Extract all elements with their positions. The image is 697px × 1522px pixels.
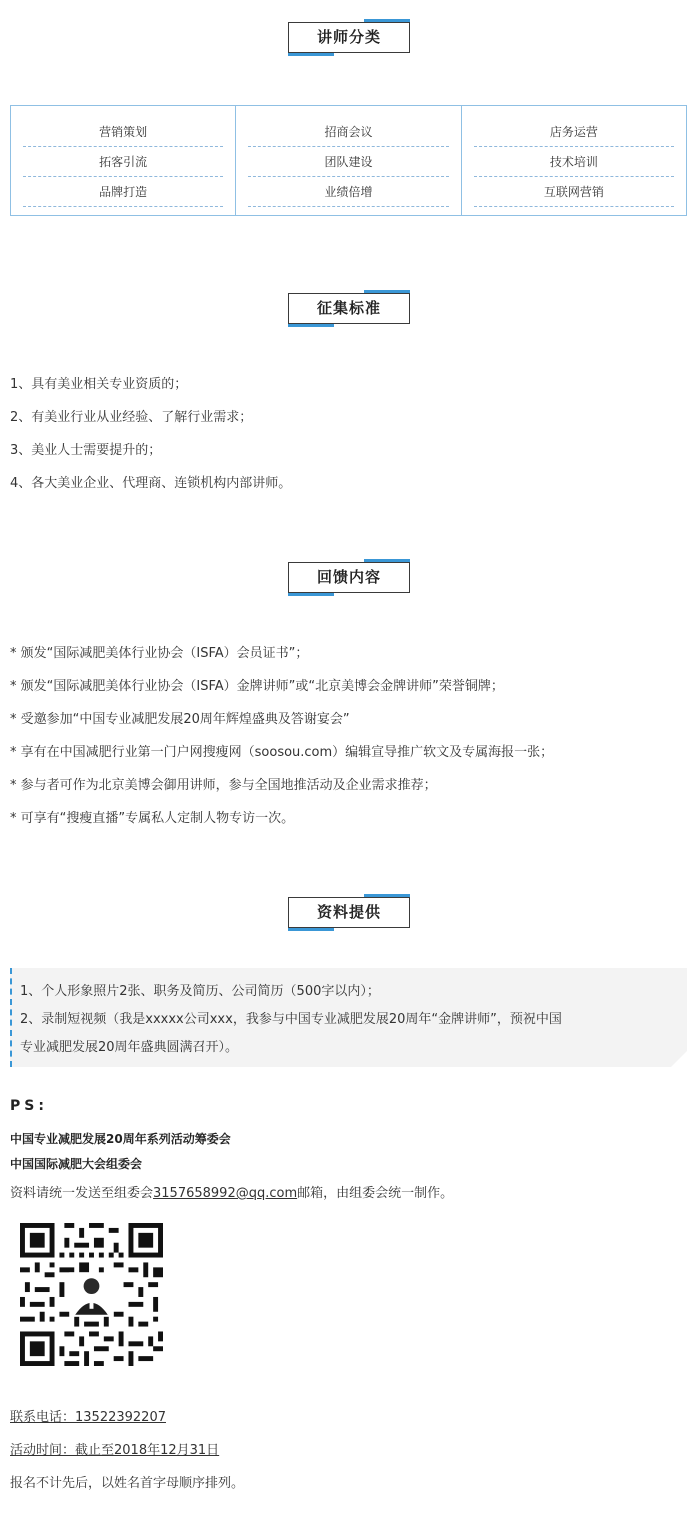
category-item: 品牌打造 bbox=[23, 180, 223, 207]
category-column bbox=[11, 106, 235, 215]
event-deadline: 活动时间：截止至2018年12月31日 bbox=[10, 1443, 220, 1458]
material-item: 2、录制短视频（我是xxxxx公司xxx，我参与中国专业减肥发展20周年“金牌讲师”，预祝中国 bbox=[20, 1012, 562, 1027]
category-item: 招商会议 bbox=[248, 120, 448, 147]
category-item: 技术培训 bbox=[474, 150, 674, 177]
material-item: 专业减肥发展20周年盛典圆满召开）。 bbox=[20, 1040, 239, 1055]
send-prefix: 资料请统一发送至组委会 bbox=[10, 1186, 154, 1201]
registration-note: 报名不计先后，以姓名首字母顺序排列。 bbox=[10, 1476, 245, 1491]
qr-code-icon bbox=[20, 1223, 163, 1366]
ps-title: PS: bbox=[10, 1098, 48, 1114]
category-column bbox=[461, 106, 686, 215]
material-item: 1、个人形象照片2张、职务及简历、公司简历（500字以内）； bbox=[20, 984, 380, 999]
materials-box bbox=[10, 968, 687, 1067]
organizer-line: 中国国际减肥大会组委会 bbox=[10, 1157, 143, 1171]
category-item: 业绩倍增 bbox=[248, 180, 448, 207]
section-title-rewards: 回馈内容 bbox=[288, 562, 410, 593]
category-column bbox=[235, 106, 460, 215]
standard-item: 4、各大美业企业、代理商、连锁机构内部讲师。 bbox=[10, 476, 292, 491]
section-title-standards: 征集标准 bbox=[288, 293, 410, 324]
category-item: 营销策划 bbox=[23, 120, 223, 147]
send-instruction bbox=[10, 1182, 453, 1201]
reward-item: * 可享有“搜瘦直播”专属私人定制人物专访一次。 bbox=[10, 811, 295, 826]
reward-item: * 享有在中国减肥行业第一门户网搜瘦网（soosou.com）编辑宣导推广软文及专属海报一张； bbox=[10, 745, 554, 760]
category-item: 团队建设 bbox=[248, 150, 448, 177]
reward-item: * 参与者可作为北京美博会御用讲师，参与全国地推活动及企业需求推荐； bbox=[10, 778, 437, 793]
send-suffix: 邮箱，由组委会统一制作。 bbox=[297, 1186, 454, 1201]
reward-item: * 受邀参加“中国专业减肥发展20周年辉煌盛典及答谢宴会” bbox=[10, 712, 350, 727]
folded-corner bbox=[671, 1051, 687, 1067]
reward-item: * 颁发“国际减肥美体行业协会（ISFA）会员证书”； bbox=[10, 646, 309, 661]
section-title-categories: 讲师分类 bbox=[288, 22, 410, 53]
contact-phone[interactable]: 联系电话：13522392207 bbox=[10, 1410, 166, 1425]
standard-item: 1、具有美业相关专业资质的； bbox=[10, 377, 188, 392]
category-item: 互联网营销 bbox=[474, 180, 674, 207]
standard-item: 3、美业人士需要提升的； bbox=[10, 443, 162, 458]
section-title-materials: 资料提供 bbox=[288, 897, 410, 928]
category-table bbox=[10, 105, 687, 216]
organizer-line: 中国专业减肥发展20周年系列活动筹委会 bbox=[10, 1132, 231, 1146]
standard-item: 2、有美业行业从业经验、了解行业需求； bbox=[10, 410, 253, 425]
reward-item: * 颁发“国际减肥美体行业协会（ISFA）金牌讲师”或“北京美博会金牌讲师”荣誉铜牌； bbox=[10, 679, 504, 694]
category-item: 拓客引流 bbox=[23, 150, 223, 177]
category-item: 店务运营 bbox=[474, 120, 674, 147]
email-link[interactable]: 3157658992@qq.com bbox=[153, 1186, 298, 1201]
